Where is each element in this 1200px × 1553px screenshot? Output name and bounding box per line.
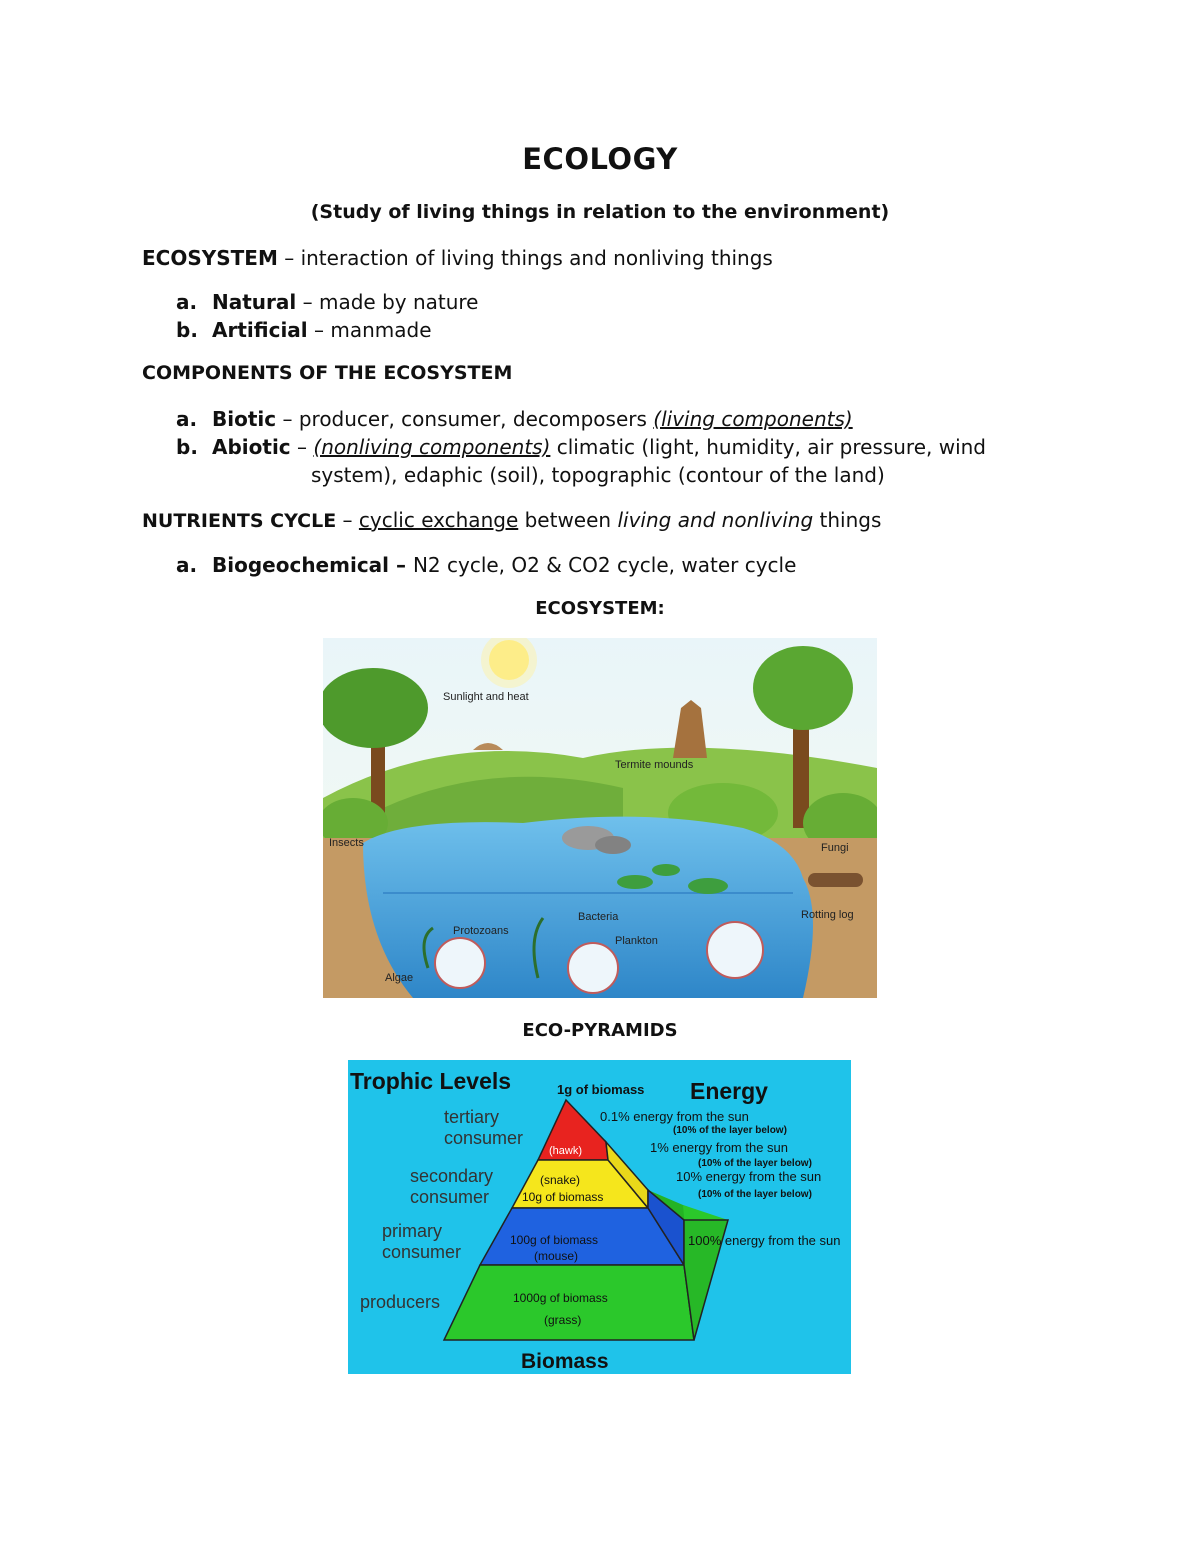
ecosystem-definition [142,246,773,270]
ecosystem-definition-text: interaction of living things and nonliving things [300,246,773,270]
energy-sub-1: (10% of the layer below) [673,1125,787,1136]
abiotic-desc-1: climatic (light, humidity, air pressure, wind [550,435,987,459]
energy-line-2: 1% energy from the sun [650,1140,789,1155]
page-title: ECOLOGY [522,142,678,176]
label-plankton: Plankton [615,935,658,947]
level-tertiary-name2: consumer [444,1128,524,1148]
energy-line-1: 0.1% energy from the sun [600,1109,749,1124]
label-grass: (grass) [544,1313,582,1327]
list-item: b. Abiotic – (nonliving components) climatic (light, humidity, air pressure, wind [176,435,987,459]
level-primary-name2: consumer [382,1242,462,1262]
label-10g-biomass: 10g of biomass [522,1190,604,1204]
artificial-term: Artificial [212,318,308,342]
label-sunlight: Sunlight and heat [443,691,529,703]
biogeochemical-desc: N2 cycle, O2 & CO2 cycle, water cycle [412,553,797,577]
abiotic-term: Abiotic [212,435,291,459]
biomass-title: Biomass [521,1350,609,1373]
label-100g-biomass: 100g of biomass [510,1233,599,1247]
level-producers-name: producers [360,1292,441,1312]
eco-pyramid-diagram [348,1060,851,1374]
list-item: a. Biogeochemical – N2 cycle, O2 & CO2 cycle, water cycle [176,553,797,577]
label-bacteria: Bacteria [578,911,619,923]
nutrients-cycle: NUTRIENTS CYCLE – cyclic exchange between living and nonliving things [142,508,882,532]
biotic-term: Biotic [212,407,277,431]
ecosystem-illustration [323,638,877,998]
trophic-levels-title: Trophic Levels [350,1068,512,1094]
abiotic-note: (nonliving components) [313,435,551,459]
list-item: a. Natural – made by nature [176,290,479,314]
label-hawk: (hawk) [549,1145,583,1157]
level-secondary-name2: consumer [410,1187,490,1207]
biogeochemical-term: Biogeochemical – [212,553,413,577]
energy-line-4: 100% energy from the sun [688,1233,841,1248]
top-biomass-label: 1g of biomass [557,1082,645,1097]
label-rotting-log: Rotting log [801,909,854,921]
label-termite: Termite mounds [615,759,694,771]
artificial-desc: manmade [330,318,432,342]
natural-term: Natural [212,290,297,314]
natural-desc: made by nature [318,290,479,314]
energy-line-3: 10% energy from the sun [676,1169,822,1184]
energy-sub-2: (10% of the layer below) [698,1158,812,1169]
label-snake: (snake) [540,1173,581,1187]
level-secondary-name1: secondary [410,1166,494,1186]
label-algae: Algae [385,972,414,984]
components-heading: COMPONENTS OF THE ECOSYSTEM [142,362,513,384]
energy-sub-3: (10% of the layer below) [698,1189,812,1200]
eco-pyramids-heading: ECO-PYRAMIDS [522,1020,678,1041]
abiotic-desc-2: system), edaphic (soil), topographic (contour of the land) [311,463,885,487]
nutrients-underlined: cyclic exchange [358,508,519,532]
ecosystem-term: ECOSYSTEM [142,246,278,270]
energy-title: Energy [690,1078,768,1104]
list-item: b. Artificial – manmade [176,318,432,342]
level-primary-name1: primary [382,1221,443,1241]
level-tertiary-name1: tertiary [444,1107,500,1127]
nutrients-term: NUTRIENTS CYCLE [142,510,337,532]
label-mouse: (mouse) [534,1249,579,1263]
nutrients-italic: living and nonliving [617,508,814,532]
label-fungi: Fungi [821,842,849,854]
label-protozoans: Protozoans [453,925,509,937]
label-insects: Insects [329,837,364,849]
page-subtitle: (Study of living things in relation to the environment) [310,201,890,223]
ecosystem-dash: – [277,246,301,270]
label-1000g-biomass: 1000g of biomass [513,1291,608,1305]
ecosystem-heading: ECOSYSTEM: [535,598,665,619]
biotic-note: (living components) [653,407,853,431]
biotic-desc: producer, consumer, decomposers [298,407,654,431]
list-item: a. Biotic – producer, consumer, decomposers (living components) [176,407,853,431]
